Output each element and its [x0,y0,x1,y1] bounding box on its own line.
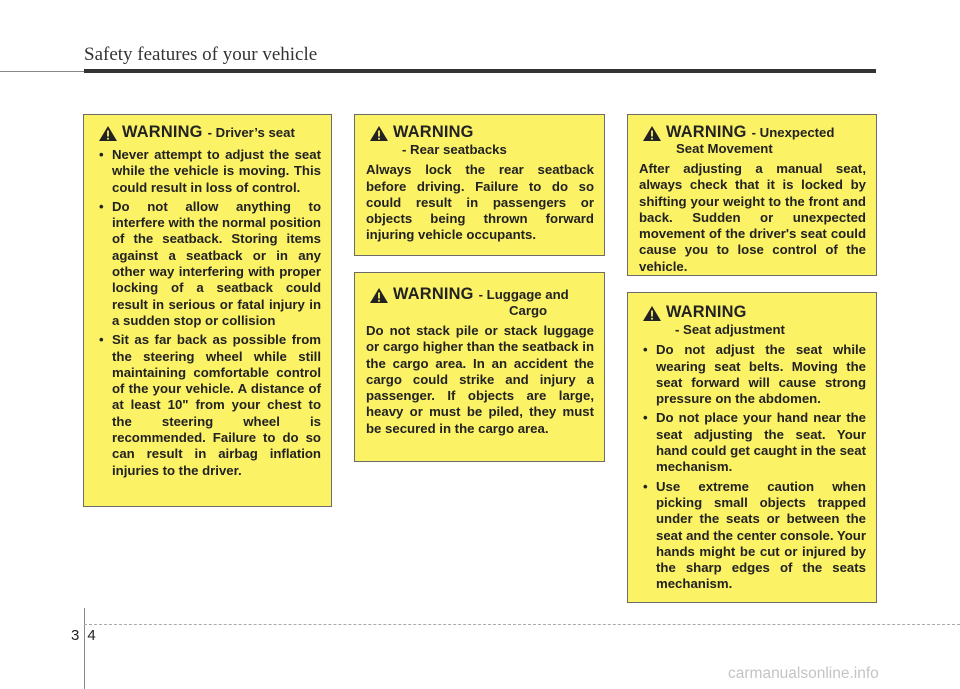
warning-box-seat-adjustment [627,292,877,603]
warning-label: WARNING [393,123,474,141]
header-thin-rule [0,71,84,72]
warning-triangle-icon [99,126,117,141]
warning-triangle-icon [643,126,661,141]
warning-label: WARNING [666,303,747,321]
warning-label: WARNING [122,123,203,141]
warning-triangle-icon [643,306,661,321]
warning-label: WARNING [666,123,747,141]
warning-heading [639,123,866,142]
warning-heading [639,303,866,322]
list-item: • Do not adjust the seat while wearing seat belts. Moving the seat forward will cause strong pressure on the abdomen. [639,342,866,407]
warning-heading [366,123,594,142]
warning-box-rear-seatbacks [354,114,605,256]
footer-vertical-rule [84,608,85,689]
warning-label: WARNING [393,285,474,303]
list-item: • Do not place your hand near the seat adjusting the seat. Your hand could get caught in the seat mechanism. [639,410,866,475]
warning-subtitle-cont: Cargo [509,303,548,318]
warning-box-unexpected-seat-movement [627,114,877,276]
warning-triangle-icon [370,126,388,141]
page-header-title: Safety features of your vehicle [84,44,318,65]
warning-subtitle: - Rear seatbacks [402,142,507,157]
list-item: • Use extreme caution when picking small objects trapped under the seats or between the seat and the center console. Your hands might be cut or injured by the sharp edges of the seats mechanism. [639,479,866,593]
warning-subtitle: - Driver’s seat [207,125,295,140]
warning-list [639,342,866,592]
warning-text: Do not stack pile or stack luggage or cargo higher than the seatback in the cargo area. In an accident the cargo could strike and injury a passenger. If objects are large, heavy or must be piled, they must be secured in the cargo area. [366,323,594,436]
list-item: • Sit as far back as possible from the steering wheel while still maintaining comfortable control of the your vehicle. A distance of at least 10" from your chest to the steering wheel is recommended. Failure to do so can result in airbag inflation injuries to the driver. [95,332,321,479]
warning-box-drivers-seat [83,114,332,507]
warning-subtitle: - Unexpected [751,125,835,140]
warning-text: Always lock the rear seatback before driving. Failure to do so could result in passengers or objects being thrown forward injuring vehicle occupants. [366,162,594,243]
warning-box-luggage-cargo [354,272,605,462]
header-rule [84,69,876,73]
warning-heading [95,123,321,142]
warning-triangle-icon [370,288,388,303]
warning-subtitle-cont: Seat Movement [676,141,773,156]
warning-list [95,147,321,479]
watermark: carmanualsonline.info [728,665,879,682]
warning-subtitle: - Seat adjustment [675,322,785,337]
warning-heading [366,285,594,304]
list-item: • Do not allow anything to interfere with the normal position of the seatback. Storing items against a seatback or in any other way interfering with proper locking of a seatback could result in serious or fatal injury in a sudden stop or collision [95,199,321,329]
page-number: 34 [71,627,104,644]
footer-horizontal-rule [84,624,960,625]
list-item: • Never attempt to adjust the seat while the vehicle is moving. This could result in loss of control. [95,147,321,196]
warning-subtitle: - Luggage and [478,287,569,302]
warning-text: After adjusting a manual seat, always check that it is locked by shifting your weight to the front and back. Sudden or unexpected movement of the driver's seat could cause you to lose control of the vehicle. [639,161,866,274]
